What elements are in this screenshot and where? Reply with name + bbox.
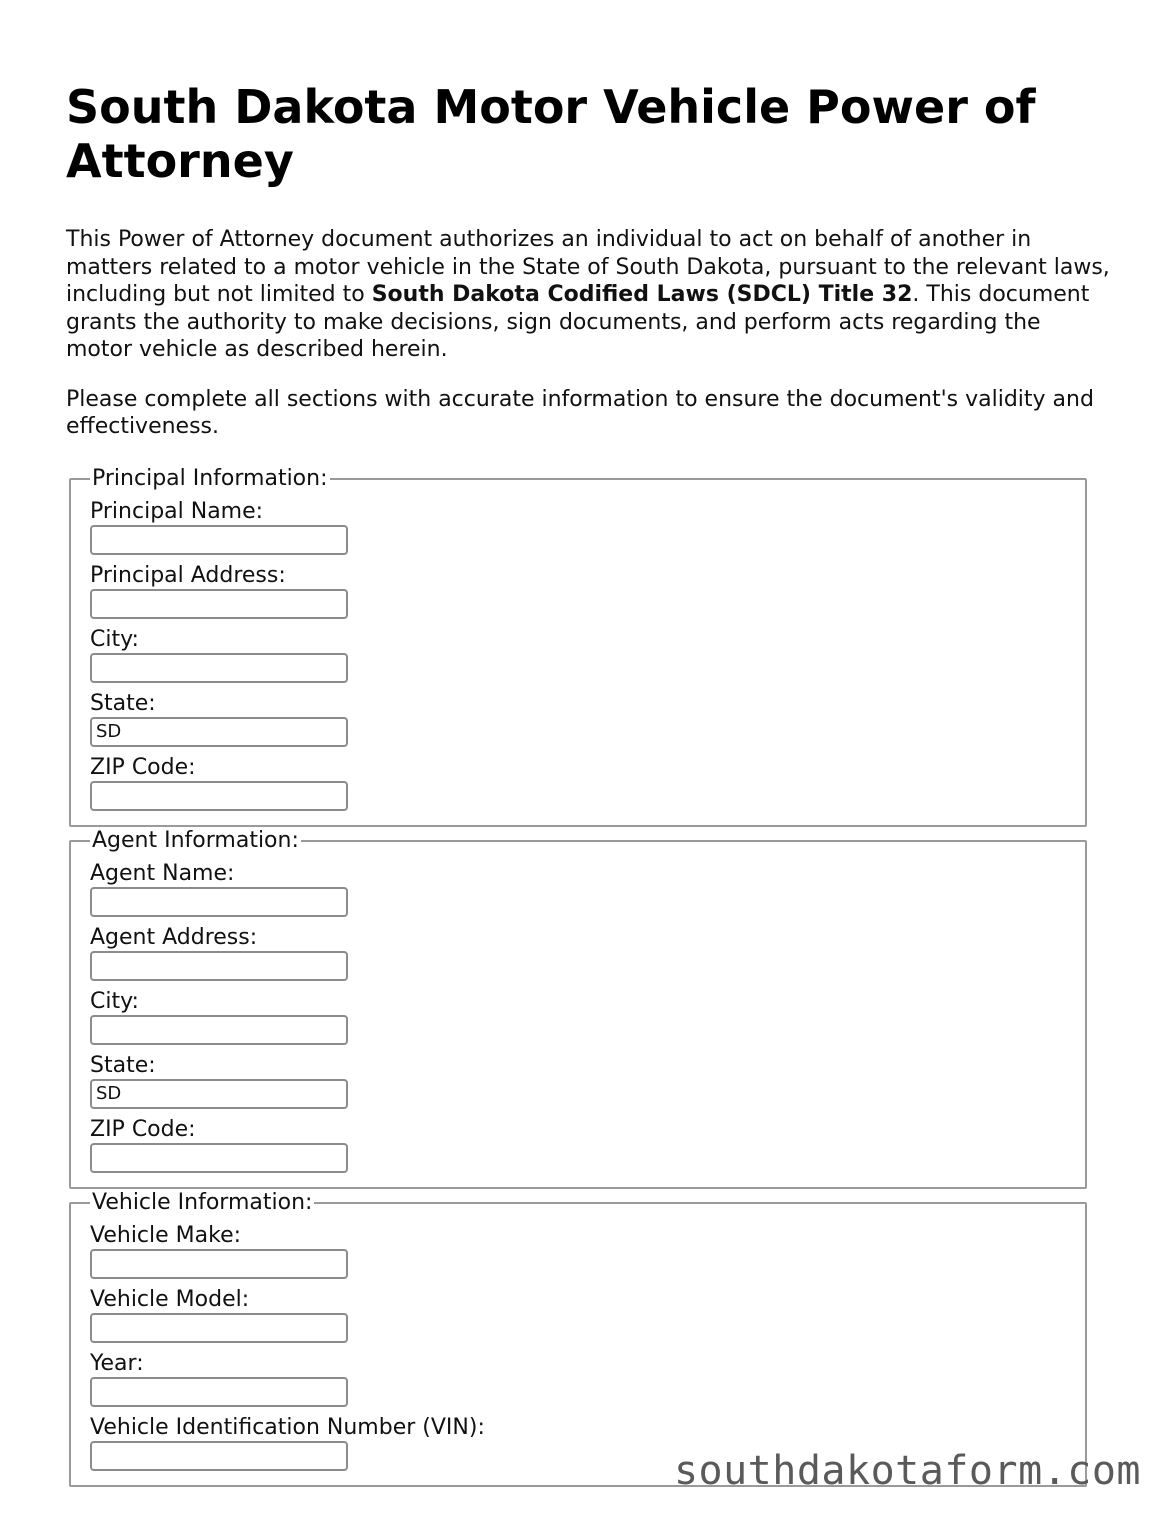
principal-information-legend: Principal Information:	[92, 465, 328, 491]
vehicle-information-legend: Vehicle Information:	[92, 1189, 313, 1215]
watermark-text: southdakotaform.com	[673, 1448, 1141, 1494]
agent-address-label: Agent Address:	[90, 924, 258, 950]
agent-address-input[interactable]	[90, 951, 348, 981]
vehicle-year-label: Year:	[90, 1350, 144, 1376]
vehicle-make-input[interactable]	[90, 1249, 348, 1279]
agent-information-section	[69, 829, 1087, 1189]
principal-address-input[interactable]	[90, 589, 348, 619]
principal-address-label: Principal Address:	[90, 562, 286, 588]
agent-information-legend: Agent Information:	[92, 827, 299, 853]
intro-text-start: This Power of Attorney document authorizes an individual to act on behalf of another in matters related to a motor vehicle in the State of South Dakota, pursuant to the relevant laws, including but not limited to	[66, 227, 1110, 307]
vehicle-model-input[interactable]	[90, 1313, 348, 1343]
vehicle-model-label: Vehicle Model:	[90, 1286, 250, 1312]
agent-zip-input[interactable]	[90, 1143, 348, 1173]
principal-city-input[interactable]	[90, 653, 348, 683]
agent-city-input[interactable]	[90, 1015, 348, 1045]
principal-name-input[interactable]	[90, 525, 348, 555]
principal-zip-label: ZIP Code:	[90, 754, 196, 780]
agent-name-label: Agent Name:	[90, 860, 235, 886]
principal-city-label: City:	[90, 626, 139, 652]
agent-zip-label: ZIP Code:	[90, 1116, 196, 1142]
vehicle-make-label: Vehicle Make:	[90, 1222, 242, 1248]
vehicle-vin-input[interactable]	[90, 1441, 348, 1471]
agent-state-label: State:	[90, 1052, 156, 1078]
vehicle-year-input[interactable]	[90, 1377, 348, 1407]
principal-zip-input[interactable]	[90, 781, 348, 811]
principal-name-label: Principal Name:	[90, 498, 264, 524]
intro-paragraph	[66, 226, 1110, 364]
instructions-paragraph: Please complete all sections with accurate information to ensure the document's validity and effectiveness.	[66, 386, 1094, 439]
vehicle-vin-label: Vehicle Identification Number (VIN):	[90, 1414, 485, 1440]
page-title: South Dakota Motor Vehicle Power of Attorney	[66, 80, 1036, 188]
intro-law-reference: South Dakota Codified Laws (SDCL) Title 32	[371, 282, 913, 307]
vehicle-information-section	[69, 1191, 1087, 1487]
principal-state-input[interactable]	[90, 717, 348, 747]
agent-city-label: City:	[90, 988, 139, 1014]
principal-information-section	[69, 467, 1087, 827]
agent-name-input[interactable]	[90, 887, 348, 917]
agent-state-input[interactable]	[90, 1079, 348, 1109]
intro-text-end: . This document grants the authority to make decisions, sign documents, and perform acts regarding the motor vehicle as described herein.	[66, 282, 1090, 362]
principal-state-label: State:	[90, 690, 156, 716]
document-page	[66, 80, 1110, 1487]
